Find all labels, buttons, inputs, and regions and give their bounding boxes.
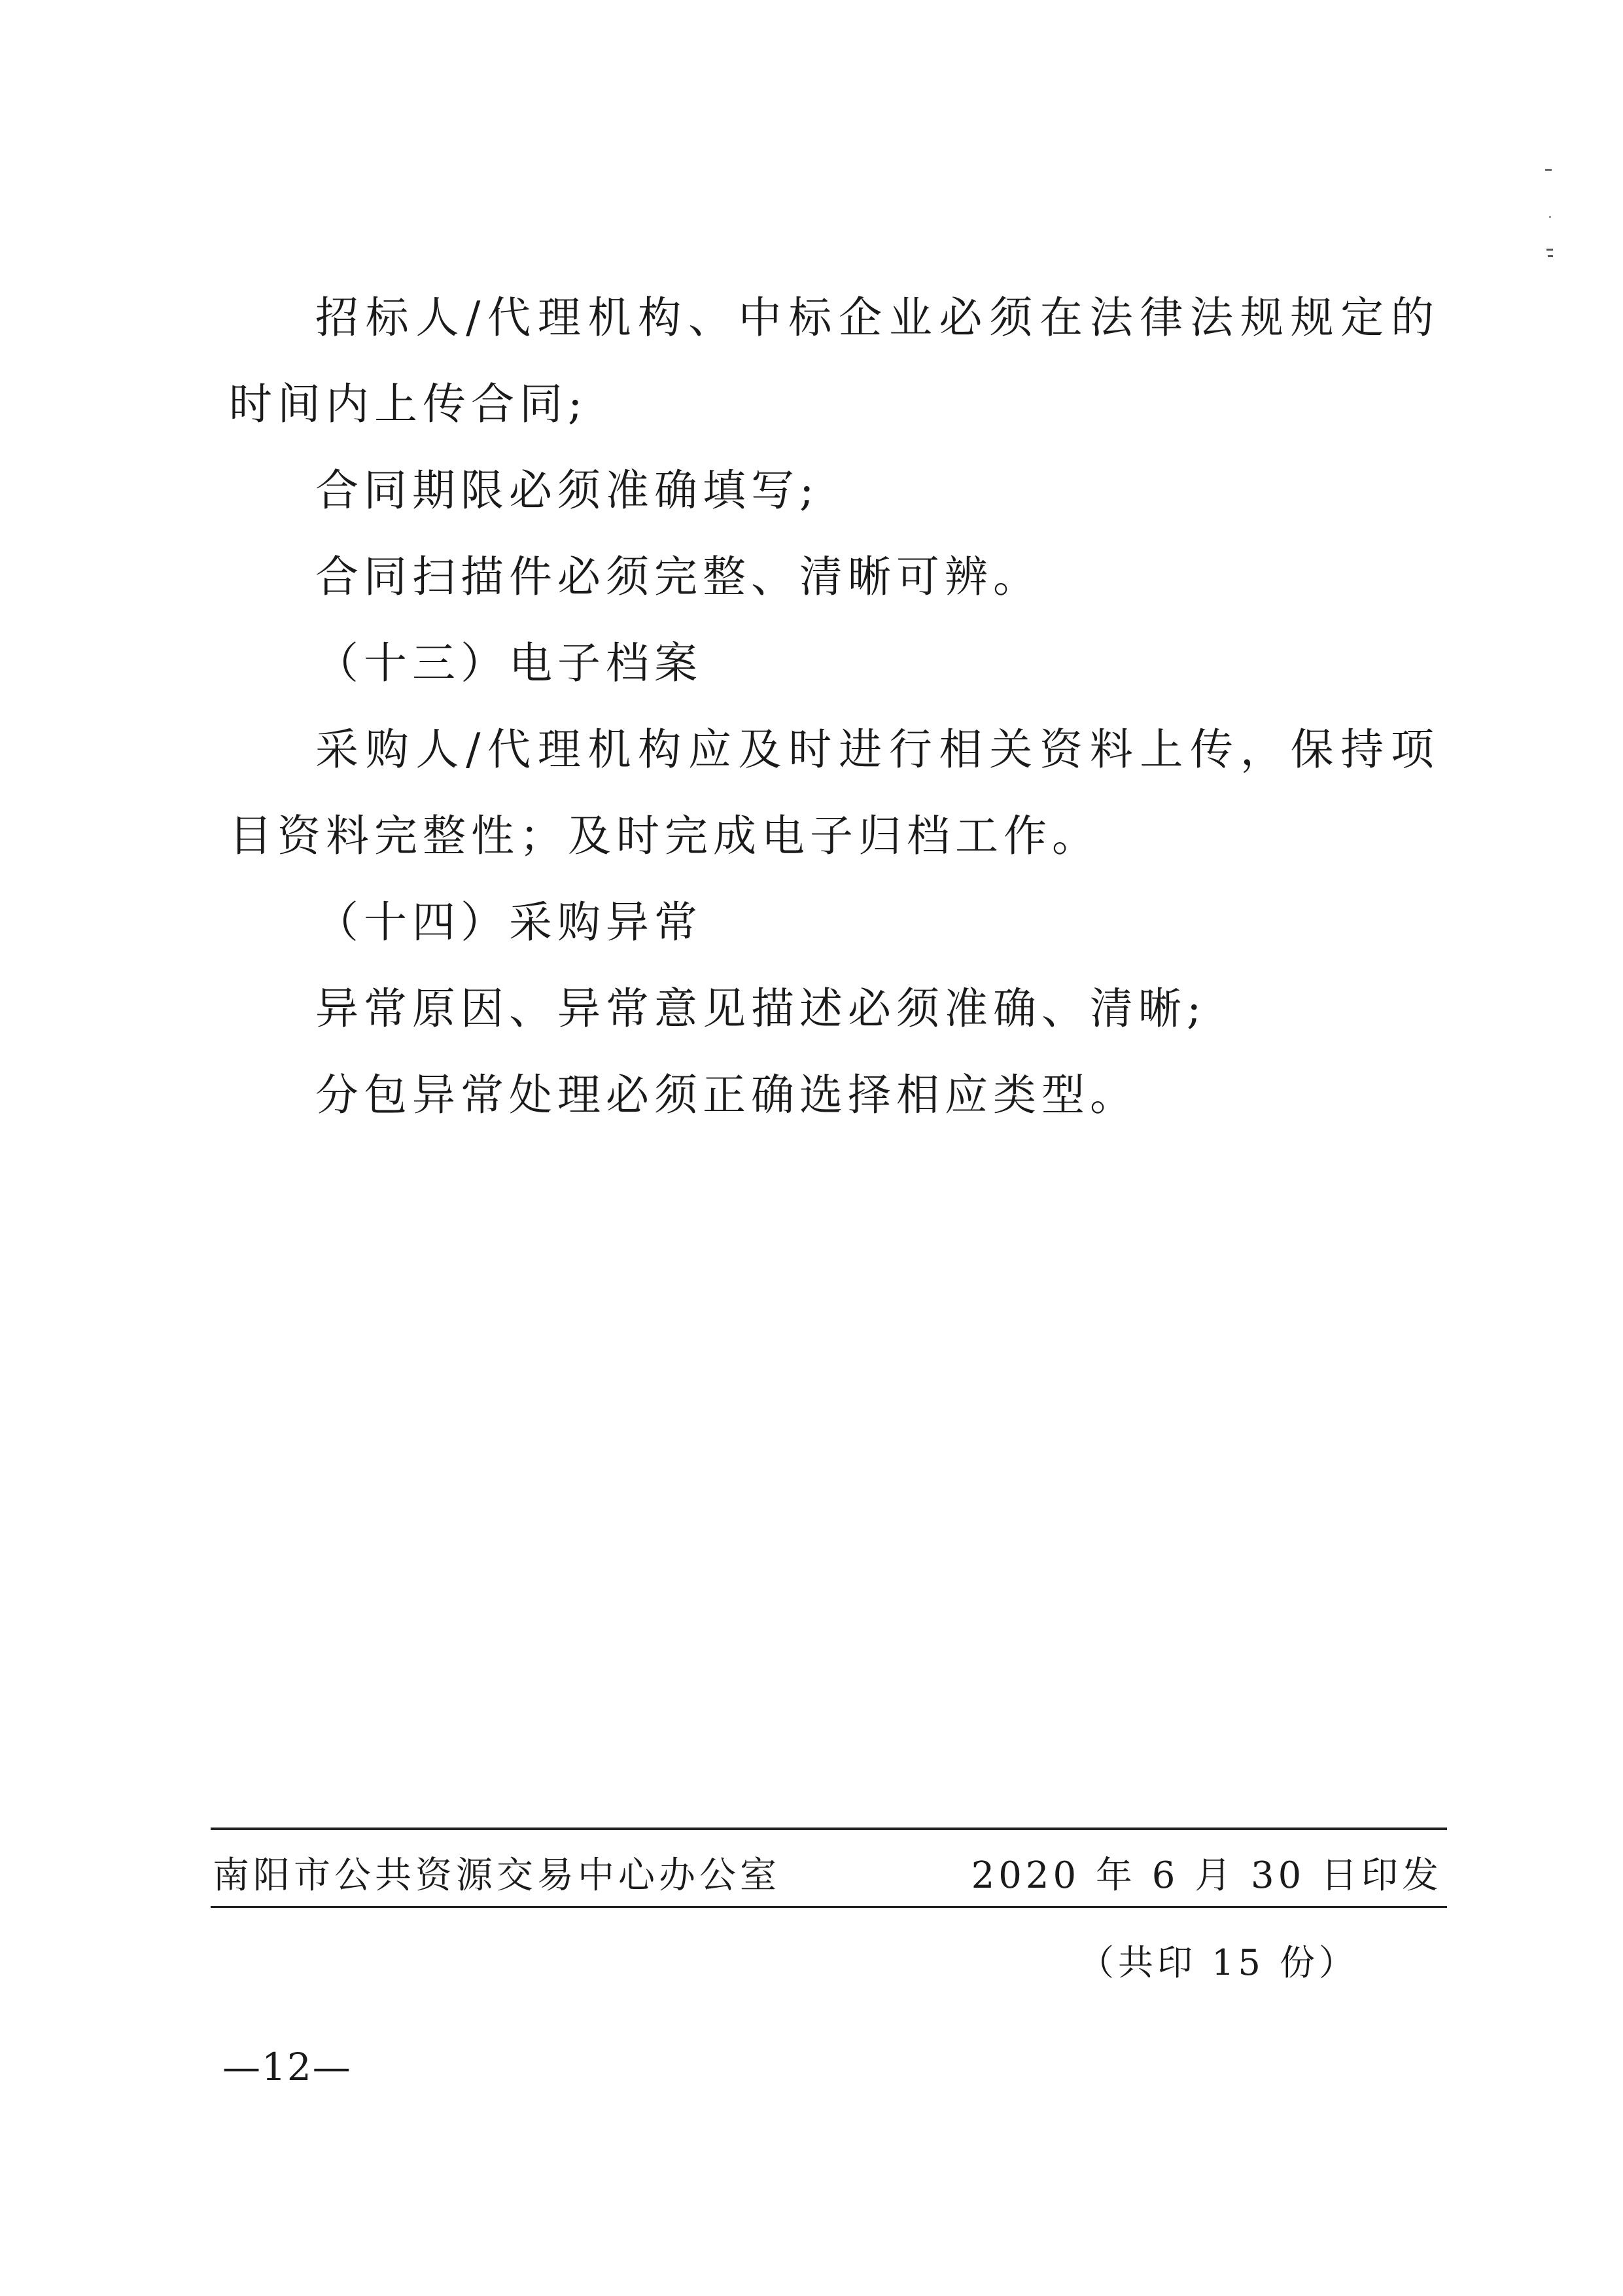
document-body	[229, 275, 1439, 1139]
paragraph-contract-scan: 合同扫描件必须完整、清晰可辨。	[315, 552, 1041, 602]
paragraph-archive-upload: 采购人/代理机构应及时进行相关资料上传，保持项目资料完整性；及时完成电子归档工作。	[229, 724, 1439, 861]
issuer-name: 南阳市公共资源交易中心办公室	[213, 1854, 780, 1897]
section-heading-procurement-exception: （十四）采购异常	[315, 897, 703, 947]
paragraph-contract-upload: 招标人/代理机构、中标企业必须在法律法规规定的时间内上传合同;	[229, 292, 1439, 429]
page-number: —12—	[222, 2045, 352, 2089]
paragraph-contract-term: 合同期限必须准确填写;	[315, 465, 820, 516]
footer-bottom-rule	[211, 1906, 1447, 1908]
print-copies: （共印 15 份）	[1078, 1942, 1358, 1983]
paragraph-exception-reason: 异常原因、异常意见描述必须准确、清晰;	[315, 983, 1207, 1034]
issue-date: 2020 年 6 月 30 日印发	[971, 1854, 1442, 1897]
section-heading-electronic-archive: （十三）电子档案	[315, 638, 703, 688]
scan-specks	[1537, 157, 1563, 275]
paragraph-package-exception: 分包异常处理必须正确选择相应类型。	[315, 1070, 1138, 1120]
footer-top-rule	[211, 1828, 1447, 1830]
